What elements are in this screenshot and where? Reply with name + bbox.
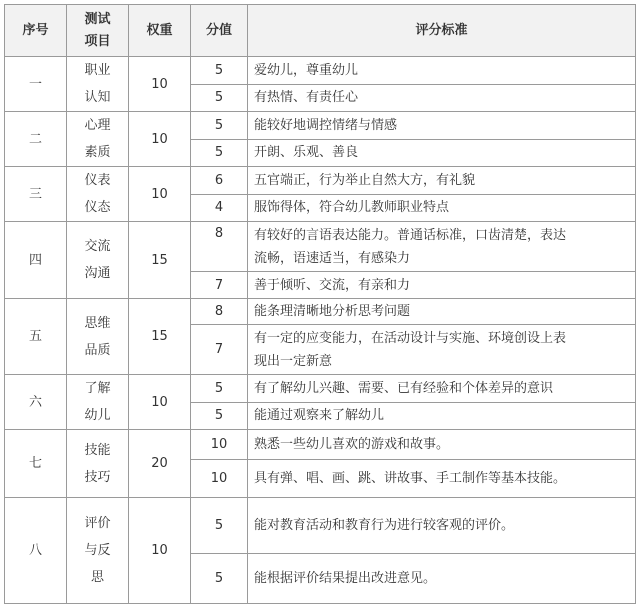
section-item	[67, 375, 129, 430]
section-index: 三	[5, 167, 67, 222]
row-criteria: 能通过观察来了解幼儿	[248, 402, 636, 430]
row-criteria: 五官端正，行为举止自然大方，有礼貌	[248, 167, 636, 195]
row-criteria: 服饰得体，符合幼儿教师职业特点	[248, 194, 636, 222]
row-criteria: 开朗、乐观、善良	[248, 139, 636, 167]
header-weight: 权重	[129, 5, 191, 57]
section-item-line: 职业	[84, 63, 111, 78]
section-item-line: 幼儿	[84, 408, 111, 423]
section-weight: 10	[129, 112, 191, 167]
row-score: 5	[191, 554, 248, 604]
table-row	[5, 167, 636, 195]
criteria-line: 有一定的应变能力，在活动设计与实施、环境创设上表	[254, 330, 567, 346]
table-row	[5, 375, 636, 403]
row-criteria	[248, 222, 636, 272]
row-criteria	[248, 325, 636, 375]
section-item-line: 思	[90, 570, 104, 585]
table-row	[5, 112, 636, 140]
section-item	[67, 57, 129, 112]
section-index: 七	[5, 430, 67, 498]
section-index: 五	[5, 299, 67, 375]
section-item	[67, 222, 129, 299]
table-row	[5, 498, 636, 554]
scoring-table	[4, 4, 636, 604]
section-item	[67, 299, 129, 375]
section-index: 八	[5, 498, 67, 604]
section-item-line: 品质	[84, 342, 111, 358]
section-item	[67, 167, 129, 222]
table-row	[5, 430, 636, 460]
row-criteria: 有了解幼儿兴趣、需要、已有经验和个体差异的意识	[248, 375, 636, 403]
section-item-line: 仪态	[84, 200, 111, 215]
row-score: 8	[191, 222, 248, 272]
row-score: 7	[191, 272, 248, 299]
row-criteria: 能对教育活动和教育行为进行较客观的评价。	[248, 498, 636, 554]
header-test-item-line2: 项目	[84, 33, 111, 49]
row-score: 5	[191, 139, 248, 167]
section-item	[67, 112, 129, 167]
section-item-line: 了解	[84, 381, 111, 396]
section-item-line: 与反	[84, 543, 111, 558]
section-weight: 10	[129, 498, 191, 604]
section-item-line: 心理	[84, 118, 111, 133]
row-score: 10	[191, 430, 248, 460]
section-item	[67, 498, 129, 604]
section-item-line: 技能	[84, 442, 111, 458]
header-criteria: 评分标准	[248, 5, 636, 57]
section-item-line: 素质	[84, 145, 111, 160]
section-weight: 10	[129, 167, 191, 222]
header-test-item	[67, 5, 129, 57]
section-item-line: 技巧	[84, 469, 111, 485]
row-score: 6	[191, 167, 248, 195]
section-index: 四	[5, 222, 67, 299]
table-row	[5, 299, 636, 325]
row-score: 4	[191, 194, 248, 222]
row-criteria: 具有弹、唱、画、跳、讲故事、手工制作等基本技能。	[248, 460, 636, 498]
table-row	[5, 222, 636, 272]
row-criteria: 能条理清晰地分析思考问题	[248, 299, 636, 325]
row-score: 10	[191, 460, 248, 498]
row-criteria: 爱幼儿，尊重幼儿	[248, 57, 636, 85]
section-index: 六	[5, 375, 67, 430]
row-score: 5	[191, 112, 248, 140]
section-index: 一	[5, 57, 67, 112]
section-item-line: 评价	[84, 516, 111, 531]
section-item-line: 仪表	[84, 173, 111, 188]
section-weight: 15	[129, 299, 191, 375]
section-index: 二	[5, 112, 67, 167]
row-score: 7	[191, 325, 248, 375]
header-test-item-line1: 测试	[84, 11, 111, 27]
row-criteria: 能根据评价结果提出改进意见。	[248, 554, 636, 604]
section-weight: 10	[129, 57, 191, 112]
row-score: 8	[191, 299, 248, 325]
row-score: 5	[191, 402, 248, 430]
header-score: 分值	[191, 5, 248, 57]
section-item-line: 交流	[84, 239, 111, 254]
row-criteria: 熟悉一些幼儿喜欢的游戏和故事。	[248, 430, 636, 460]
row-criteria: 善于倾听、交流，有亲和力	[248, 272, 636, 299]
row-score: 5	[191, 375, 248, 403]
criteria-line: 现出一定新意	[254, 353, 333, 369]
section-weight: 15	[129, 222, 191, 299]
section-item-line: 沟通	[84, 266, 111, 281]
criteria-line: 流畅，语速适当，有感染力	[254, 250, 411, 266]
row-score: 5	[191, 498, 248, 554]
row-score: 5	[191, 57, 248, 85]
header-row	[5, 5, 636, 57]
row-criteria: 有热情、有责任心	[248, 84, 636, 112]
section-weight: 20	[129, 430, 191, 498]
row-criteria: 能较好地调控情绪与情感	[248, 112, 636, 140]
section-weight: 10	[129, 375, 191, 430]
header-index: 序号	[5, 5, 67, 57]
table-row	[5, 57, 636, 85]
row-score: 5	[191, 84, 248, 112]
criteria-line: 有较好的言语表达能力。普通话标准，口齿清楚，表达	[254, 227, 567, 243]
section-item	[67, 430, 129, 498]
section-item-line: 思维	[84, 315, 111, 331]
section-item-line: 认知	[84, 90, 111, 105]
